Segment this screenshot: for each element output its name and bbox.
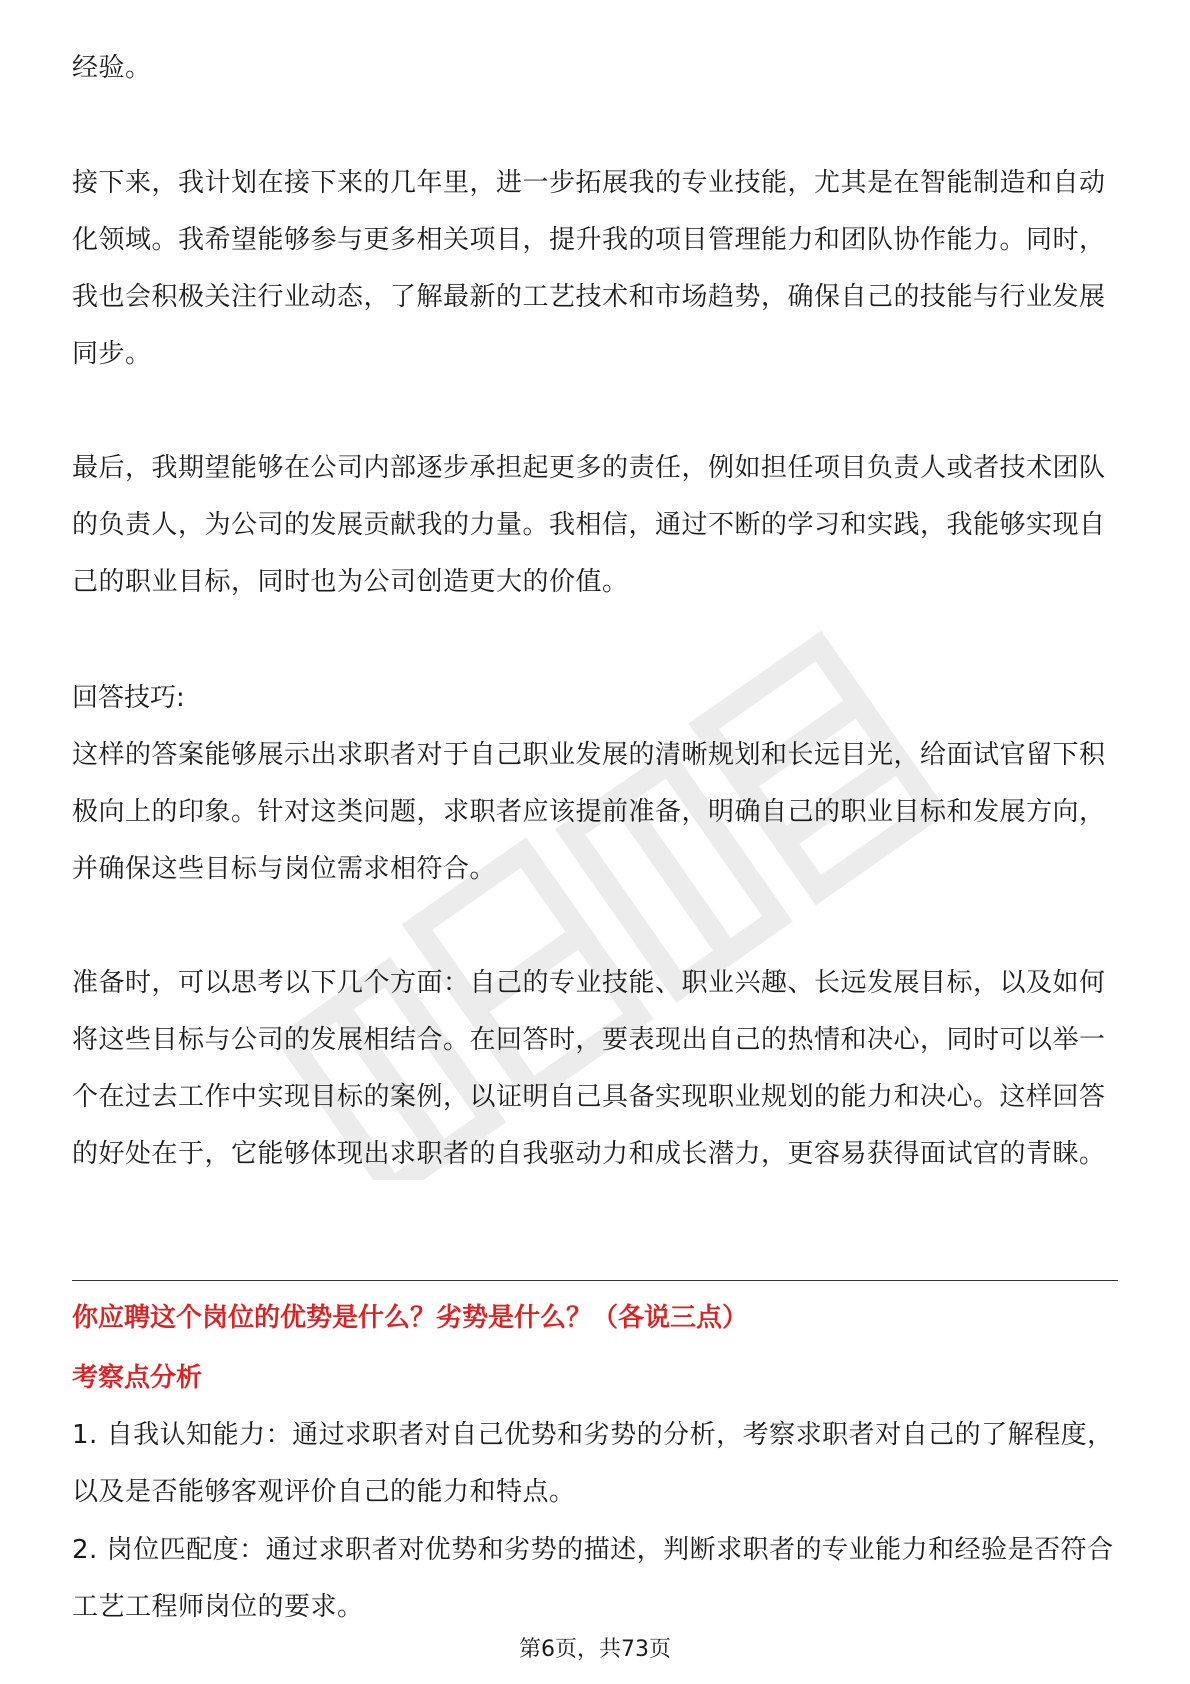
section-divider <box>72 1280 1118 1281</box>
paragraph-tips: 这样的答案能够展示出求职者对于自己职业发展的清晰规划和长远目光，给面试官留下积极向上的印象。针对这类问题，求职者应该提前准备，明确自己的职业目标和发展方向，并确保这些目标与岗位需求相符合。 <box>72 740 1106 884</box>
analysis-item-1: 1. 自我认知能力：通过求职者对自己优势和劣势的分析，考察求职者对自己的了解程度，以及是否能够客观评价自己的能力和特点。 <box>72 1420 1114 1507</box>
question-heading: 你应聘这个岗位的优势是什么？劣势是什么？（各说三点） <box>72 1303 749 1333</box>
paragraph-experience-end: 经验。 <box>72 53 152 83</box>
paragraph-preparation: 准备时，可以思考以下几个方面：自己的专业技能、职业兴趣、长远发展目标，以及如何将这些目标与公司的发展相结合。在回答时，要表现出自己的热情和决心，同时可以举一个在过去工作中实现目标的案例，以证明自己具备实现职业规划的能力和决心。这样回答的好处在于，它能够体现出求职者的自我驱动力和成长潜力，更容易获得面试官的青睐。 <box>72 968 1106 1169</box>
paragraph-next-plans: 接下来，我计划在接下来的几年里，进一步拓展我的专业技能，尤其是在智能制造和自动化领域。我希望能够参与更多相关项目，提升我的项目管理能力和团队协作能力。同时，我也会积极关注行业动态，了解最新的工艺技术和市场趋势，确保自己的技能与行业发展同步。 <box>72 168 1106 369</box>
analysis-heading: 考察点分析 <box>72 1363 203 1393</box>
tips-heading: 回答技巧: <box>72 683 185 713</box>
paragraph-final-goals: 最后，我期望能够在公司内部逐步承担起更多的责任，例如担任项目负责人或者技术团队的负责人，为公司的发展贡献我的力量。我相信，通过不断的学习和实践，我能够实现自己的职业目标，同时也为公司创造更大的价值。 <box>72 453 1106 597</box>
page-number: 第6页，共73页 <box>519 1637 671 1662</box>
analysis-item-2: 2. 岗位匹配度：通过求职者对优势和劣势的描述，判断求职者的专业能力和经验是否符合工艺工程师岗位的要求。 <box>72 1535 1114 1622</box>
